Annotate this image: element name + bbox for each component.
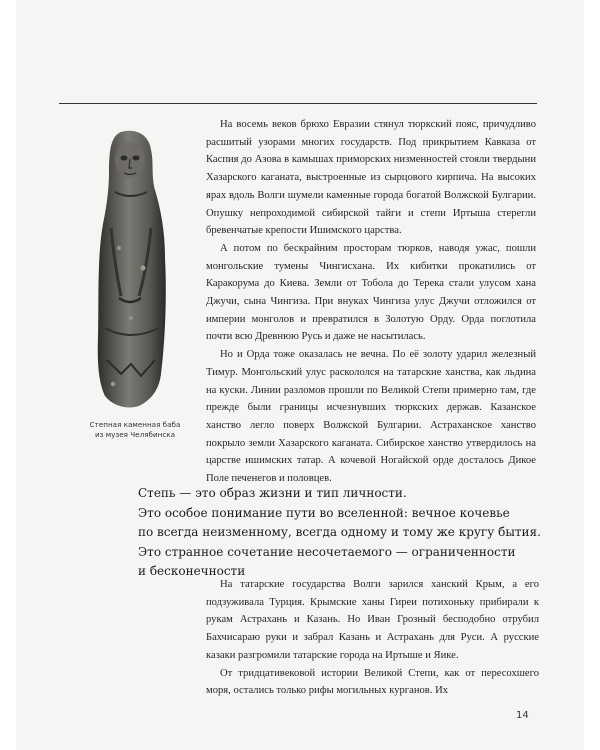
- continued-text-column: [206, 576, 539, 700]
- quote-line: Это странное сочетание несочетаемого — ограниченности: [138, 544, 516, 559]
- quote-line: и бесконечности: [138, 564, 246, 579]
- caption-line: Степная каменная баба: [89, 420, 181, 429]
- paragraph: На татарские государства Волги зарился ханский Крым, а его подзуживала Турция. Крымские ханы Гиреи потихоньку прибирали к рукам Астрахань и Казань. Но Иван Грозный бесподобно отрубил Бахчисараю руки и забрал Казань и Астрахань для Руси. А русские казаки разгромили татарские города на Иртыше и Яике.: [206, 579, 539, 661]
- paragraph: Но и Орда тоже оказалась не вечна. По её золоту ударил железный Тимур. Монгольский улус раскололся на татарские ханства, как льдина на куски. Линии разломов прошли по Великой Степи примерно там, где прежде были границы исчезнувших тюркских держав. Казанское ханство легло поверх Волжской Булгарии. Астраханское ханство покрыло земли Хазарского каганата. Сибирское ханство утвердилось на царстве ишимских татар. А кочевой Ногайской орде досталось Дикое Поле печенегов и половцев.: [206, 349, 536, 485]
- paragraph: От тридцативековой истории Великой Степи, как от пересохшего моря, остались только рифы могильных курганов. Их: [206, 667, 539, 697]
- quote-line: Степь — это образ жизни и тип личности.: [138, 486, 407, 500]
- image-caption: [72, 420, 198, 440]
- paragraph: На восемь веков брюхо Евразии стянул тюркский пояс, причудливо расшитый узорами многих государств. Под прикрытием Кавказа от Каспия до Азова в камышах приморских низменностей стояли твердыни Хазарского каганата, выстроенные из сырцового кирпича. На высоких ярах вдоль Волги шумели каменные города богатой Волжской Булгарии. Опушку непроходимой сибирской тайги и степи Иртыша стерегли бревенчатые крепости Ишимского царства.: [206, 119, 536, 237]
- caption-line: из музея Челябинска: [94, 430, 176, 439]
- main-text-column: [206, 116, 536, 488]
- stone-statue-image: [91, 128, 171, 410]
- book-page: [16, 0, 584, 750]
- quote-line: по всегда неизменному, всегда одному и тому же кругу бытия.: [138, 525, 541, 540]
- pull-quote: [138, 484, 541, 582]
- paragraph: А потом по бескрайним просторам тюрков, наводя ужас, пошли монгольские тумены Чингисхана. Их кибитки прокатились от Каракорума до Киева. Земли от Тобола до Терека стали улусом хана Джучи, сына Чингиза. При внуках Чингиза улус Джучи отложился от империи монголов и превратился в Золотую Орду. Орда поглотила почти всю Древнюю Русь и даже не насытилась.: [206, 242, 536, 343]
- page-number: 14: [516, 710, 529, 721]
- quote-line: Это особое понимание пути во вселенной: вечное кочевье: [138, 505, 510, 520]
- header-rule: [59, 103, 537, 104]
